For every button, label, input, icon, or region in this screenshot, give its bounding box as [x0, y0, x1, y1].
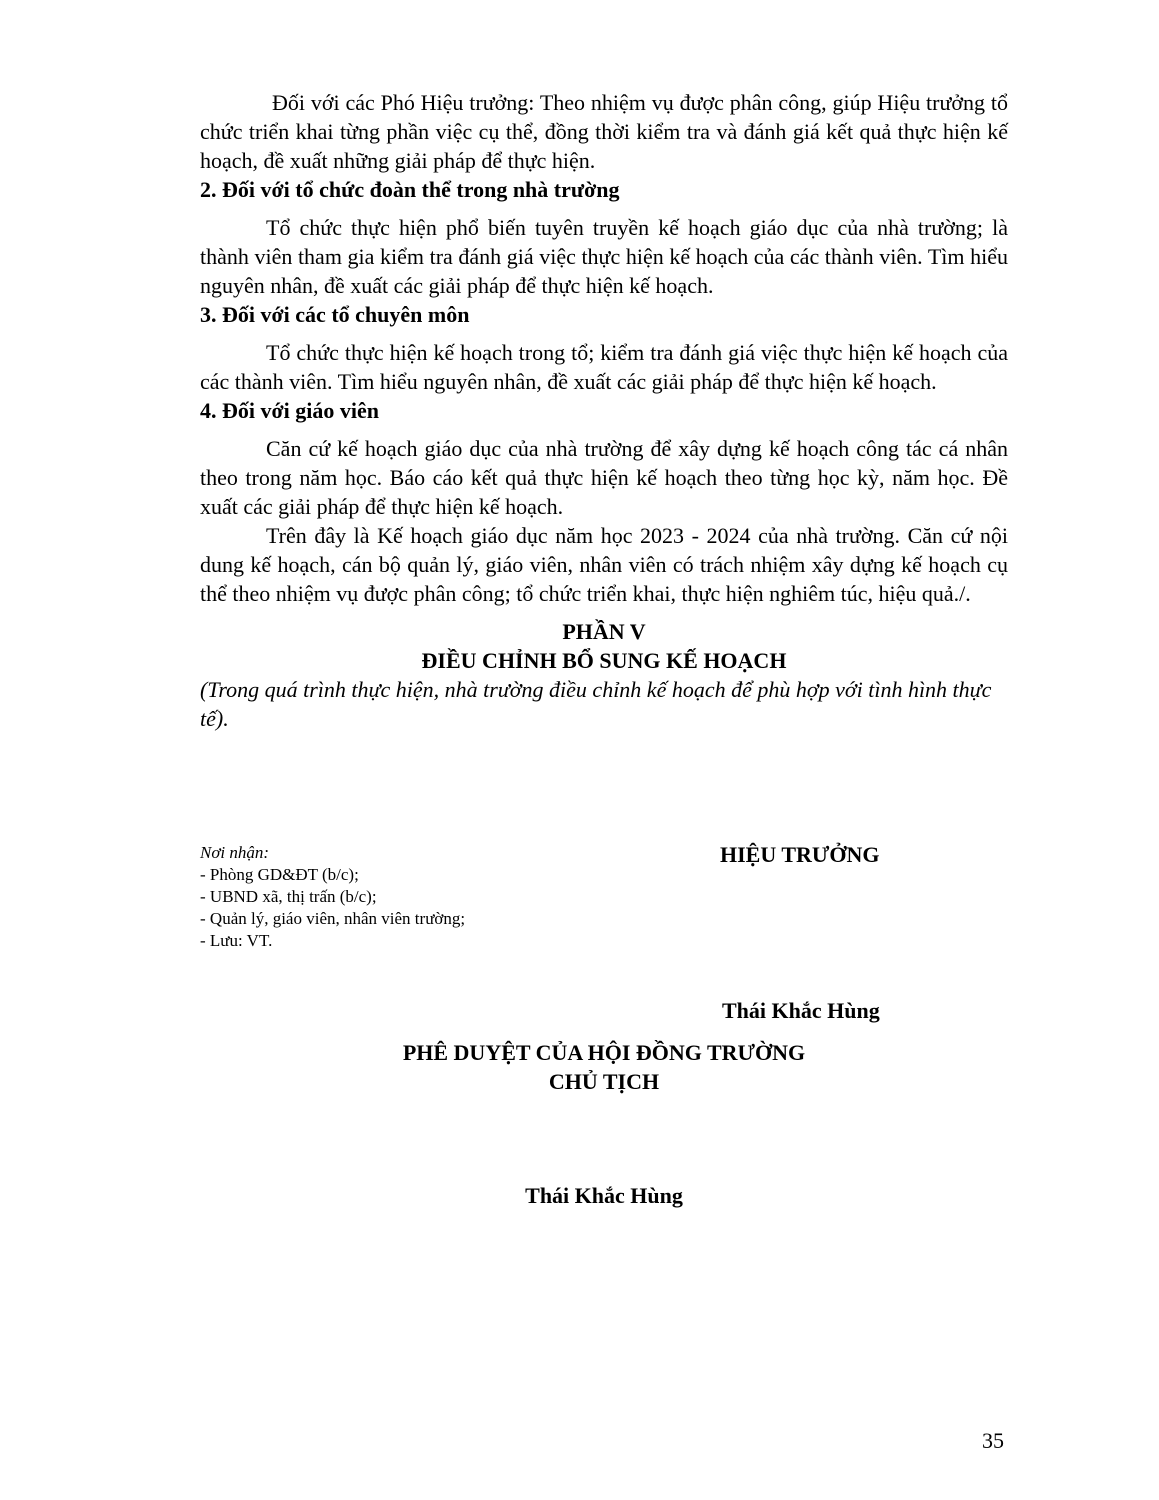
part5-subtitle: ĐIỀU CHỈNH BỔ SUNG KẾ HOẠCH — [421, 648, 787, 673]
recipients-title: Nơi nhận: — [200, 843, 270, 862]
paragraph-conclusion: Trên đây là Kế hoạch giáo dục năm học 2023 - 2024 của nhà trường. Căn cứ nội dung kế hoạch, cán bộ quản lý, giáo viên, nhân viên có trách nhiệm xây dựng kế hoạch cụ thể theo nhiệm vụ được phân công; tổ chức triển khai, thực hiện nghiêm túc, hiệu quả./. — [200, 523, 1008, 606]
document-body — [200, 88, 1008, 733]
signer-name: Thái Khắc Hùng — [722, 998, 880, 1023]
part5-title: PHẦN V — [562, 619, 646, 644]
approval-role: CHỦ TỊCH — [548, 1069, 660, 1094]
approval-signer-name: Thái Khắc Hùng — [525, 1183, 683, 1208]
heading-teachers: 4. Đối với giáo viên — [200, 398, 380, 423]
heading-mass-organizations: 2. Đối với tổ chức đoàn thể trong nhà trường — [200, 177, 620, 202]
recipients-list — [200, 864, 465, 952]
paragraph-professional-groups: Tổ chức thực hiện kế hoạch trong tổ; kiểm tra đánh giá việc thực hiện kế hoạch của các thành viên. Tìm hiểu nguyên nhân, đề xuất các giải pháp để thực hiện kế hoạch. — [200, 340, 1008, 394]
signer-title: HIỆU TRƯỞNG — [720, 842, 880, 867]
part5-note: (Trong quá trình thực hiện, nhà trường điều chỉnh kế hoạch để phù hợp với tình hình thực tế). — [200, 677, 992, 731]
approval-title: PHÊ DUYỆT CỦA HỘI ĐỒNG TRƯỜNG — [402, 1040, 806, 1065]
recipient-item: - UBND xã, thị trấn (b/c); — [200, 887, 377, 906]
page-number: 35 — [982, 1428, 1004, 1453]
signature-block — [200, 842, 1008, 962]
paragraph-teachers: Căn cứ kế hoạch giáo dục của nhà trường để xây dựng kế hoạch công tác cá nhân theo trong năm học. Báo cáo kết quả thực hiện kế hoạch theo từng học kỳ, năm học. Đề xuất các giải pháp để thực hiện kế hoạch. — [200, 436, 1008, 519]
heading-professional-groups: 3. Đối với các tổ chuyên môn — [200, 302, 470, 327]
paragraph-vice-principals: Đối với các Phó Hiệu trưởng: Theo nhiệm vụ được phân công, giúp Hiệu trưởng tổ chức triển khai từng phần việc cụ thể, đồng thời kiểm tra và đánh giá kết quả thực hiện kế hoạch, đề xuất những giải pháp để thực hiện. — [200, 90, 1008, 173]
recipient-item: - Phòng GD&ĐT (b/c); — [200, 865, 359, 884]
recipient-item: - Quản lý, giáo viên, nhân viên trường; — [200, 909, 466, 928]
paragraph-mass-organizations: Tổ chức thực hiện phổ biến tuyên truyền kế hoạch giáo dục của nhà trường; là thành viên tham gia kiểm tra đánh giá việc thực hiện kế hoạch của các thành viên. Tìm hiểu nguyên nhân, đề xuất các giải pháp để thực hiện kế hoạch. — [200, 215, 1008, 298]
approval-block — [200, 1038, 1008, 1096]
recipient-item: - Lưu: VT. — [200, 931, 273, 950]
